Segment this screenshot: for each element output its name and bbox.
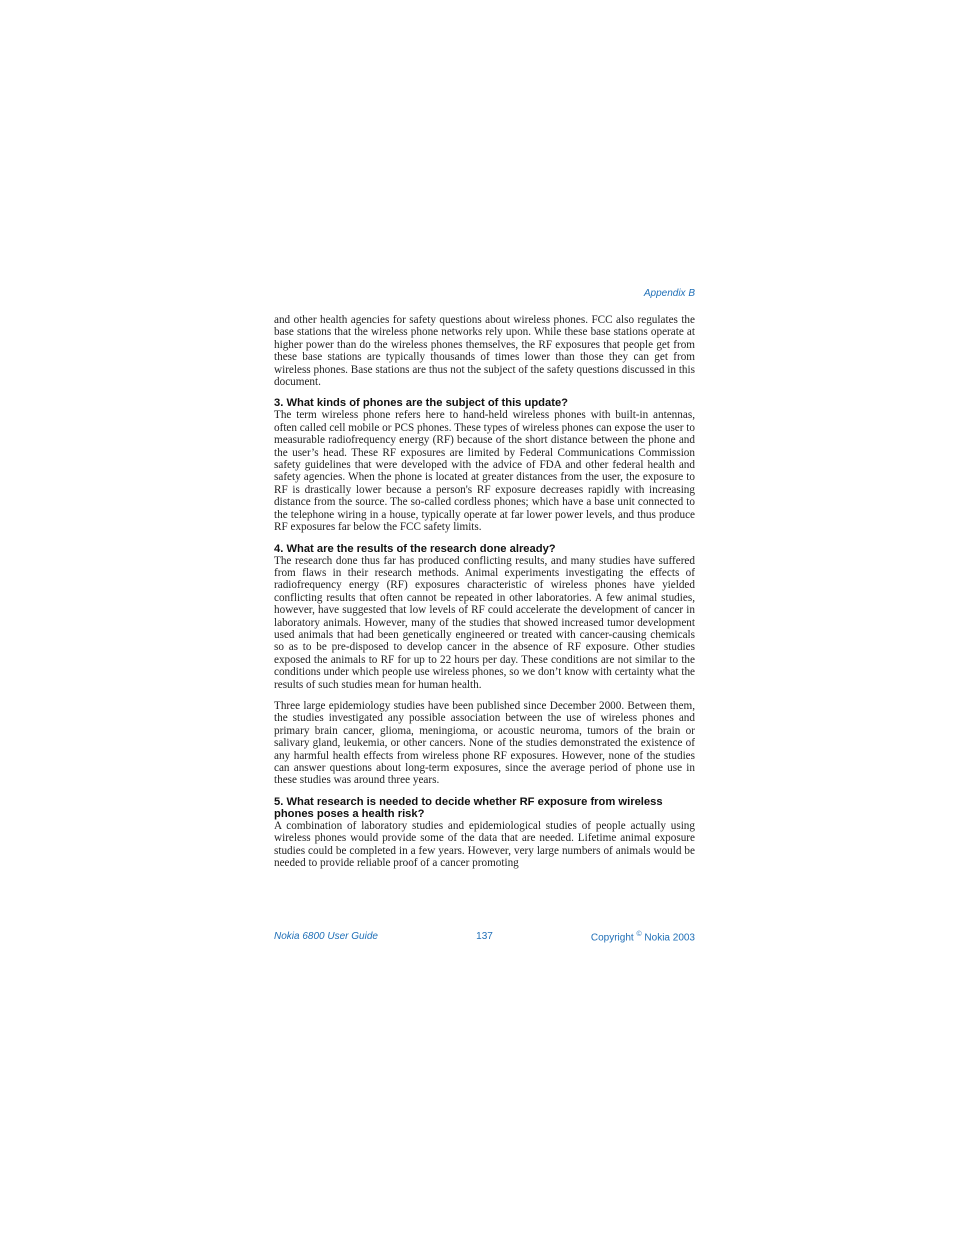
- section-3-paragraph: The term wireless phone refers here to hand-held wireless phones with built-in antennas, often called cell mobile or PCS phones. These types of wireless phones can expose the user to measurable radiofrequency energy (RF) because of the short distance between the phone and the user’s head. These RF exposures are limited by Federal Communications Commission safety guidelines that were developed with the advice of FDA and other federal health and safety agencies. When the phone is located at greater distances from the user, the exposure to RF is drastically lower because a person's RF exposure decreases rapidly with increasing distance from the source. The so-called cordless phones; which have a base unit connected to the telephone wiring in a house, typically operate at far lower power levels, and thus produce RF exposures far below the FCC safety limits.: [274, 409, 695, 534]
- section-4-paragraph-2: Three large epidemiology studies have been published since December 2000. Between them, the studies investigated any possible association between the use of wireless phones and primary brain cancer, glioma, meningioma, or acoustic neuroma, tumors of the brain or salivary gland, leukemia, or other cancers. None of the studies demonstrated the existence of any harmful health effects from wireless phone RF exposures. However, none of the studies can answer questions about long-term exposures, since the average period of phone use in these studies was around three years.: [274, 699, 695, 787]
- copyright-label: Copyright: [590, 932, 634, 944]
- page-body: [274, 314, 695, 878]
- section-5-heading: 5. What research is needed to decide whether RF exposure from wireless phones poses a health risk?: [274, 795, 663, 820]
- section-4-heading: 4. What are the results of the research done already?: [274, 542, 556, 555]
- copyright-holder: Nokia 2003: [644, 932, 695, 944]
- page-number: 137: [476, 931, 493, 942]
- section-3-heading: 3. What kinds of phones are the subject of this update?: [274, 397, 569, 410]
- section-5-paragraph: A combination of laboratory studies and epidemiological studies of people actually using wireless phones would provide some of the data that are needed. Lifetime animal exposure studies could be completed in a few years. However, very large numbers of animals would be needed to provide reliable proof of a cancer promoting: [274, 819, 695, 870]
- running-header: Appendix B: [643, 288, 695, 299]
- footer-copyright: [591, 931, 695, 943]
- intro-paragraph: and other health agencies for safety questions about wireless phones. FCC also regulates the base stations that the wireless phone networks rely upon. While these base stations operate at higher power than do the wireless phones themselves, the RF exposures that people get from these base stations are typically thousands of times lower than those they can get from wireless phones. Base stations are thus not the subject of the safety questions discussed in this document.: [274, 314, 695, 389]
- footer-guide-title: Nokia 6800 User Guide: [274, 931, 378, 942]
- copyright-symbol: ©: [636, 931, 642, 938]
- section-4-paragraph-1: The research done thus far has produced conflicting results, and many studies have suffered from flaws in their research methods. Animal experiments investigating the effects of radiofrequency energy (RF) exposures characteristic of wireless phones have yielded conflicting results that often cannot be repeated in other laboratories. A few animal studies, however, have suggested that low levels of RF could accelerate the development of cancer in laboratory animals. However, many of the studies that showed increased tumor development used animals that had been genetically engineered or treated with cancer-causing chemicals so as to be pre-disposed to develop cancer in the absence of RF exposure. Other studies exposed the animals to RF for up to 22 hours per day. These conditions are not similar to the conditions under which people use wireless phones, so we don’t know with certainty what the results of such studies mean for human health.: [274, 554, 695, 691]
